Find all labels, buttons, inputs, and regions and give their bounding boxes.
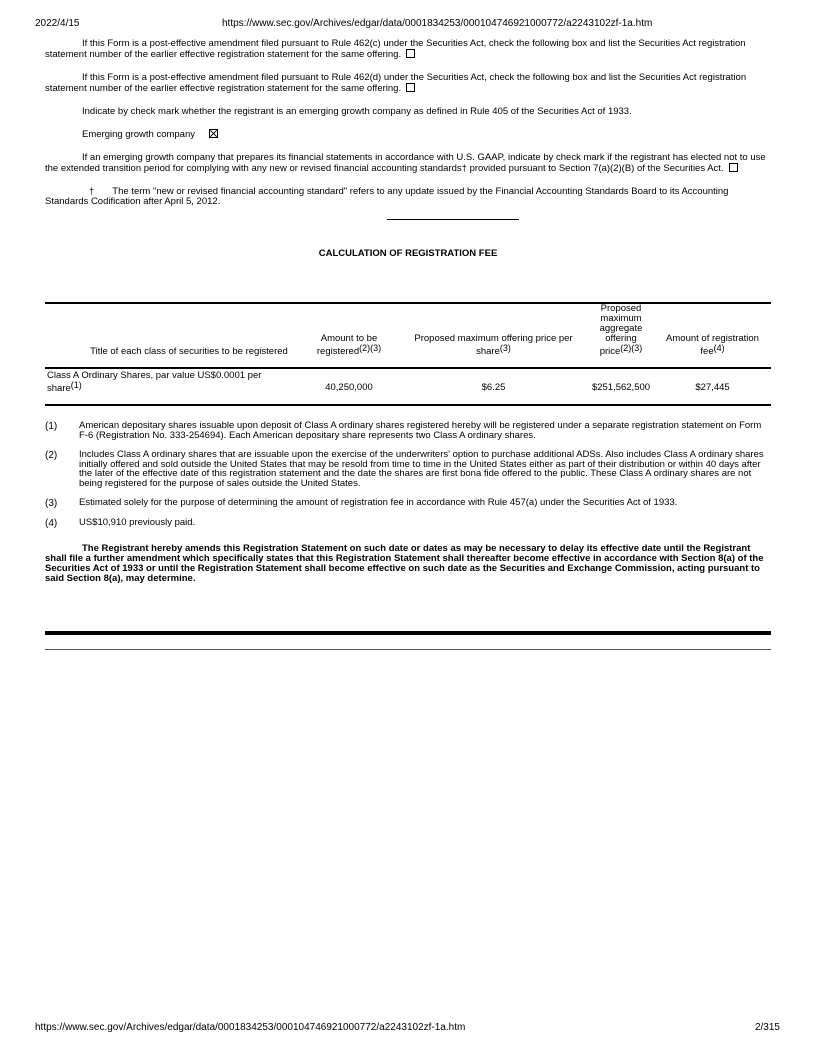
footnote-text: Estimated solely for the purpose of determining the amount of registration fee in accordance with Rule 457(a) under the Securities Act of 1933. bbox=[79, 497, 678, 509]
header-price bbox=[399, 303, 588, 368]
footnote-number: (3) bbox=[45, 498, 58, 510]
document-body bbox=[45, 39, 771, 584]
rule-462c-paragraph bbox=[45, 39, 771, 61]
header-aggregate bbox=[588, 303, 654, 368]
header-amount-text: Amount to be registered bbox=[316, 332, 378, 357]
egc-label: Emerging growth company bbox=[82, 129, 195, 141]
footnote-number: (1) bbox=[45, 420, 58, 432]
fee-table-row bbox=[45, 368, 771, 405]
egc-transition-checkbox[interactable] bbox=[729, 163, 738, 172]
fee-table-header-row bbox=[45, 303, 771, 368]
cell-price: $6.25 bbox=[481, 382, 506, 394]
egc-checkbox-checked[interactable] bbox=[209, 129, 218, 138]
footnote-text: American depositary shares issuable upon deposit of Class A ordinary shares registered hereby will be registered under a separate registration statement on Form F-6 (Registration No. 333-254694). Each American depositary share represents two Class A ordinary shares. bbox=[79, 419, 762, 441]
header-amount bbox=[299, 303, 399, 368]
amendment-statement: The Registrant hereby amends this Registration Statement on such date or dates as may be necessary to delay its effective date until the Registrant shall file a further amendment which specifically states that this Registration Statement shall thereafter become effective in accordance with Section 8(a) of the Securities Act of 1933 or until the Registration Statement shall become effective on such date as the Securities and Exchange Commission, acting pursuant to said Section 8(a), may determine. bbox=[45, 543, 764, 585]
header-aggregate-ref: (2)(3) bbox=[620, 342, 643, 353]
footnote-number: (2) bbox=[45, 449, 58, 461]
header-fee bbox=[654, 303, 771, 368]
egc-line bbox=[82, 129, 771, 140]
cell-amount: 40,250,000 bbox=[325, 382, 373, 394]
header-date: 2022/4/15 bbox=[35, 18, 80, 29]
footer-url: https://www.sec.gov/Archives/edgar/data/0001834253/000104746921000772/a2243102zf-1a.htm bbox=[35, 1022, 466, 1033]
cell-aggregate: $251,562,500 bbox=[591, 382, 651, 394]
footer-page-number: 2/315 bbox=[754, 1022, 780, 1033]
cell-class-text: Class A Ordinary Shares, par value US$0.0001 per share bbox=[47, 369, 262, 394]
header-price-ref: (3) bbox=[499, 342, 511, 353]
rule-462c-checkbox[interactable] bbox=[406, 49, 415, 58]
footnote-item bbox=[45, 498, 771, 509]
dagger-footnote bbox=[45, 187, 771, 208]
footnote-text: Includes Class A ordinary shares that are issuable upon the exercise of the underwriters' option to purchase additional ADSs. Also includes Class A ordinary shares initially offered and sold outside the United States that may be resold from time to time in the United States either as part of their distribution or within 40 days after the later of the effective date of this registration statement and the date the shares are first bona fide offered to the public. These Class A ordinary shares are not being registered for the purpose of sales outside the United States. bbox=[79, 448, 764, 490]
dagger-symbol: † bbox=[89, 185, 95, 197]
footnote-item bbox=[45, 421, 771, 441]
cell-fee: $27,445 bbox=[695, 382, 730, 394]
footnote-item bbox=[45, 518, 771, 529]
registration-fee-table bbox=[45, 302, 771, 406]
thin-rule bbox=[45, 649, 771, 650]
rule-462c-text: If this Form is a post-effective amendment filed pursuant to Rule 462(c) under the Securities Act, check the following box and list the Securities Act registration statement number of the earlier effective registration statement for the same offering. bbox=[45, 38, 746, 61]
footnotes bbox=[45, 421, 771, 530]
header-amount-ref: (2)(3) bbox=[359, 342, 382, 353]
header-title-class bbox=[45, 303, 299, 368]
header-fee-text: Amount of registration fee bbox=[666, 332, 759, 357]
egc-indicate-text: Indicate by check mark whether the registrant is an emerging growth company as defined in Rule 405 of the Securities Act of 1933. bbox=[82, 105, 632, 117]
footnote-item bbox=[45, 450, 771, 490]
cell-class-ref: (1) bbox=[70, 379, 82, 390]
rule-462d-paragraph bbox=[45, 73, 771, 95]
header-title-class-text: Title of each class of securities to be registered bbox=[90, 345, 288, 357]
footnote-number: (4) bbox=[45, 518, 58, 530]
header-url: https://www.sec.gov/Archives/edgar/data/0001834253/000104746921000772/a2243102zf-1a.htm bbox=[222, 18, 653, 29]
fee-table-title: CALCULATION OF REGISTRATION FEE bbox=[318, 248, 498, 260]
footnote-text: US$10,910 previously paid. bbox=[79, 517, 196, 529]
rule-462d-text: If this Form is a post-effective amendment filed pursuant to Rule 462(d) under the Securities Act, check the following box and list the Securities Act registration statement number of the earlier effective registration statement for the same offering. bbox=[45, 71, 747, 95]
dagger-note-text: The term "new or revised financial accounting standard" refers to any update issued by the Financial Accounting Standards Board to its Accounting Standards Codification after April 5, 2012. bbox=[45, 185, 729, 207]
rule-462d-checkbox[interactable] bbox=[406, 83, 415, 92]
header-fee-ref: (4) bbox=[713, 342, 725, 353]
egc-transition-text: If an emerging growth company that prepares its financial statements in accordance with U.S. GAAP, indicate by check mark if the registrant has elected not to use the extended transition period for complying with any new or revised financial accounting standards† provided pursuant to Section 7(a)(2)(B) of the Securities Act. bbox=[45, 151, 766, 175]
cell-class bbox=[45, 368, 299, 405]
header-aggregate-text: Proposed maximum aggregate offering price bbox=[599, 302, 643, 357]
section-divider bbox=[387, 219, 519, 220]
egc-transition-paragraph bbox=[45, 153, 771, 175]
thick-rule bbox=[45, 631, 771, 635]
header-price-text: Proposed maximum offering price per share bbox=[414, 332, 573, 357]
